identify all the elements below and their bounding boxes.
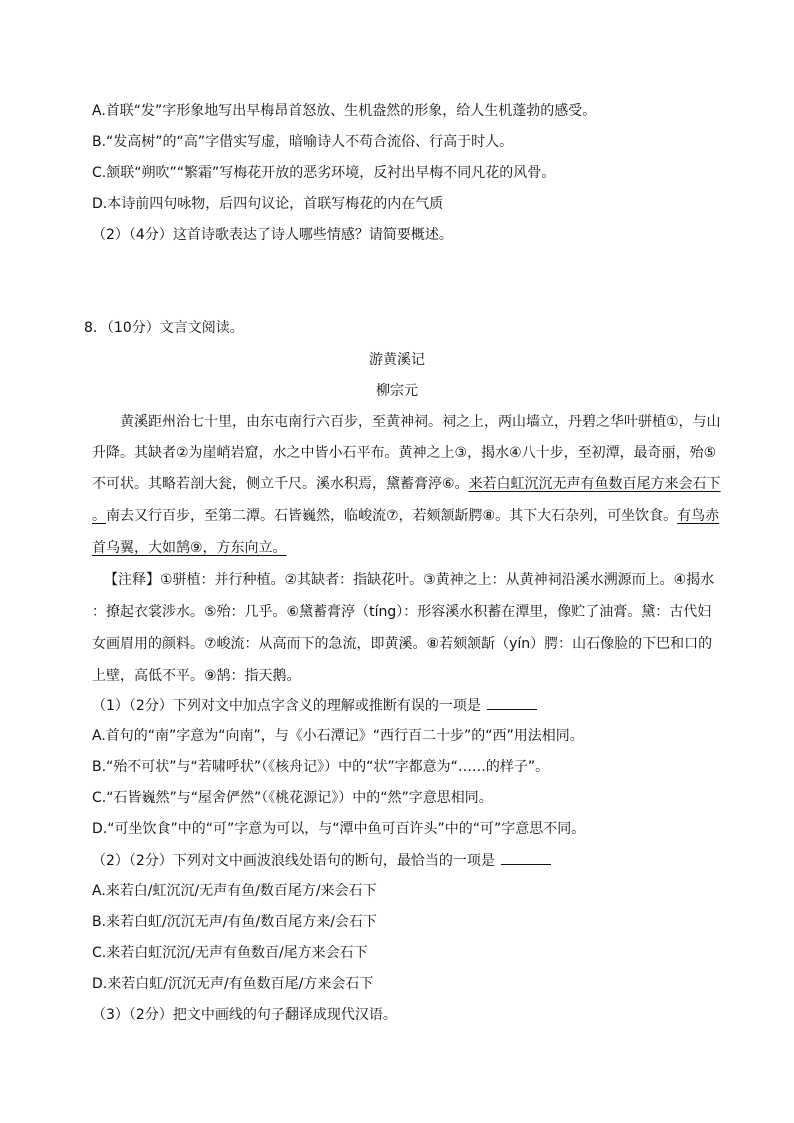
- passage-line-4: [92, 506, 719, 526]
- sub-question-2: [92, 850, 551, 871]
- option-b: B.“发高树”的“高”字借实写虚，暗喻诗人不苟合流俗、行高于时人。: [92, 134, 514, 150]
- q2-option-a: A.来若白/虹沉沉/无声有鱼/数百尾方/来会石下: [92, 883, 377, 899]
- underlined-sentence: 有鸟赤: [677, 508, 720, 524]
- q2-option-d: D.来若白虹/沉沉无声/有鱼数百尾/方来会石下: [92, 976, 374, 992]
- passage-line-1: 黄溪距州治七十里，由东屯南行六百步，至黄神祠。祠之上，两山墙立，丹碧之华叶骈植①，与山: [120, 414, 721, 430]
- q2-option-c: C.来若白虹沉沉/无声有鱼数百/尾方来会石下: [92, 945, 368, 961]
- passage-title: 游黄溪记: [369, 352, 425, 368]
- passage-author: 柳宗元: [376, 383, 418, 399]
- annotation-line-4: 上壁，高低不平。⑨鹄：指天鹅。: [92, 668, 301, 684]
- question-text: （1）（2分）下列对文中加点字含义的理解或推断有误的一项是: [92, 698, 481, 714]
- underlined-sentence-end: 首乌翼，大如鹄⑨，方东向立。: [92, 540, 287, 556]
- passage-line-3: [92, 474, 721, 494]
- passage-line-2: 升降。其缺者②为崖峭岩窟，水之中皆小石平布。黄神之上③，揭水④八十步，至初潭，最奇丽，殆⑤: [92, 445, 717, 461]
- answer-blank: [487, 695, 537, 710]
- q1-option-c: C.“石皆巍然”与“屋舍俨然”（《桃花源记》）中的“然”字意思相同。: [92, 790, 493, 806]
- option-c: C.颔联“朔吹”“繁霜”写梅花开放的恶劣环境，反衬出早梅不同凡花的风骨。: [92, 165, 556, 181]
- question-8-header: 8．（10分）文言文阅读。: [84, 320, 244, 336]
- passage-text: 南去又行百步，至第二潭。石皆巍然，临峻流⑦，若颏颔龂腭⑧。其下大石杂列，可坐饮食。: [106, 508, 678, 524]
- passage-text: 不可状。其略若剖大瓮，侧立千尺。溪水积焉，黛蓄膏渟⑥。: [92, 476, 469, 492]
- annotation-line-1: 【注释】①骈植：并行种植。②其缺者：指缺花叶。③黄神之上：从黄神祠沿溪水溯源而上。④揭水: [104, 572, 715, 588]
- annotation-line-3: 女画眉用的颜料。⑦峻流：从高而下的急流，即黄溪。⑧若颏颔龂（yín）腭：山石像脸的下巴和口的: [92, 636, 713, 652]
- question-text: （2）（2分）下列对文中画波浪线处语句的断句，最恰当的一项是: [92, 853, 495, 869]
- annotation-line-2: ：撩起衣裳涉水。⑤殆：几乎。⑥黛蓄膏渟（tíng）：形容溪水积蓄在潭里，像贮了油膏。黛：古代妇: [92, 604, 712, 620]
- passage-line-5: [92, 538, 287, 558]
- q1-option-a: A.首句的“南”字意为“向南”，与《小石潭记》“西行百二十步”的“西”用法相同。: [92, 728, 584, 744]
- option-d: D.本诗前四句咏物，后四句议论，首联写梅花的内在气质: [92, 196, 444, 212]
- answer-blank: [501, 850, 551, 865]
- wavy-underlined-sentence-end: 。: [92, 508, 106, 524]
- q1-option-d: D.“可坐饮食”中的“可”字意为可以，与“潭中鱼可百许头”中的“可”字意思不同。: [92, 821, 586, 837]
- option-a: A.首联“发”字形象地写出早梅昂首怒放、生机盎然的形象，给人生机蓬勃的感受。: [92, 103, 597, 119]
- question-2: （2）（4分）这首诗歌表达了诗人哪些情感？请简要概述。: [92, 227, 453, 243]
- sub-question-3: （3）（2分）把文中画线的句子翻译成现代汉语。: [92, 1007, 397, 1023]
- sub-question-1: [92, 695, 537, 716]
- q2-option-b: B.来若白虹/沉沉无声/有鱼/数百尾方来/会石下: [92, 914, 377, 930]
- wavy-underlined-sentence: 来若白虹沉沉无声有鱼数百尾方来会石下: [468, 476, 721, 492]
- q1-option-b: B.“殆不可状”与“若啸呼状”（《核舟记》）中的“状”字都意为“……的样子”。: [92, 759, 550, 775]
